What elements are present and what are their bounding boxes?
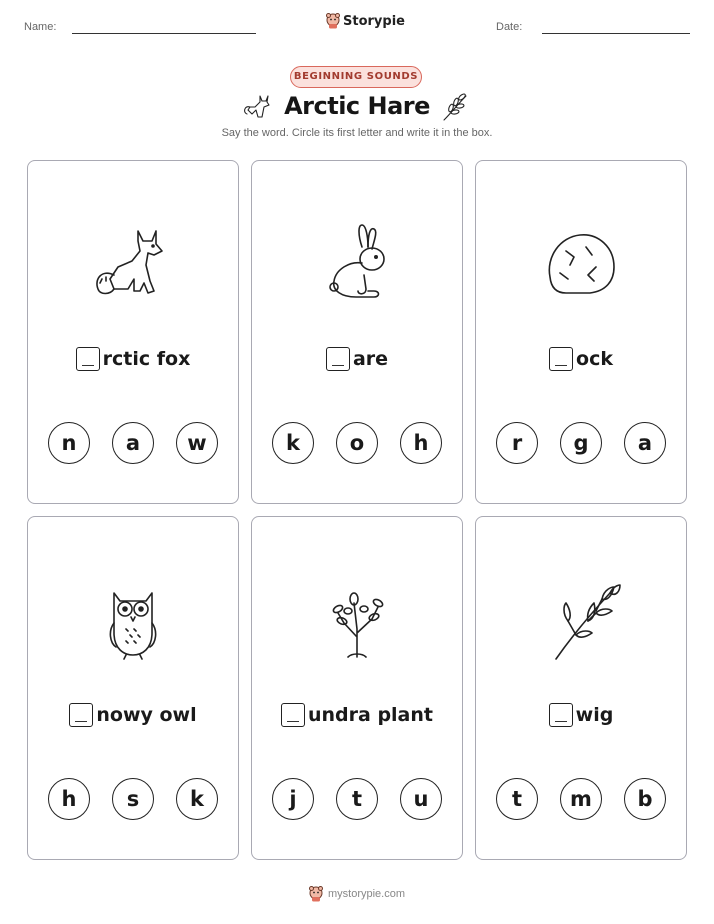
brand-name: Storypie xyxy=(343,13,405,29)
footer-site[interactable]: mystorypie.com xyxy=(327,888,406,900)
answer-box[interactable] xyxy=(281,703,305,727)
card-twig xyxy=(475,516,687,860)
letter-choice[interactable]: t xyxy=(336,778,378,820)
date-line[interactable] xyxy=(542,33,690,34)
word-ending: wig xyxy=(575,704,614,726)
letter-choice[interactable]: r xyxy=(496,422,538,464)
mascot-icon xyxy=(326,13,340,29)
word-line xyxy=(476,347,686,371)
answer-box[interactable] xyxy=(69,703,93,727)
word-line xyxy=(28,703,238,727)
name-line[interactable] xyxy=(72,33,256,34)
answer-box[interactable] xyxy=(549,703,573,727)
letter-choice[interactable]: n xyxy=(48,422,90,464)
worksheet-title: Arctic Hare xyxy=(284,92,430,120)
card-hare xyxy=(251,160,463,504)
brand-logo xyxy=(326,13,405,29)
letter-choice[interactable]: t xyxy=(496,778,538,820)
mascot-icon xyxy=(309,886,323,902)
letter-choices xyxy=(28,778,238,820)
hare-icon xyxy=(312,217,402,307)
letter-choice[interactable]: k xyxy=(176,778,218,820)
word-line xyxy=(252,703,462,727)
word-ending: undra plant xyxy=(307,704,433,726)
word-ending: nowy owl xyxy=(96,704,197,726)
letter-choices xyxy=(252,778,462,820)
word-line xyxy=(252,347,462,371)
letter-choice[interactable]: w xyxy=(176,422,218,464)
card-tundra-plant xyxy=(251,516,463,860)
letter-choices xyxy=(252,422,462,464)
word-line xyxy=(476,703,686,727)
card-rock xyxy=(475,160,687,504)
letter-choice[interactable]: k xyxy=(272,422,314,464)
letter-choice[interactable]: b xyxy=(624,778,666,820)
date-label: Date: xyxy=(496,21,523,33)
letter-choice[interactable]: s xyxy=(112,778,154,820)
rock-icon xyxy=(536,217,626,307)
letter-choice[interactable]: o xyxy=(336,422,378,464)
letter-choices xyxy=(476,778,686,820)
word-ending: rctic fox xyxy=(102,348,191,370)
letter-choice[interactable]: j xyxy=(272,778,314,820)
answer-box[interactable] xyxy=(549,347,573,371)
card-arctic-fox xyxy=(27,160,239,504)
answer-box[interactable] xyxy=(326,347,350,371)
twig-icon xyxy=(536,573,626,663)
word-line xyxy=(28,347,238,371)
letter-choice[interactable]: a xyxy=(624,422,666,464)
name-label: Name: xyxy=(24,21,57,33)
topic-badge: BEGINNING SOUNDS xyxy=(290,66,422,88)
letter-choices xyxy=(28,422,238,464)
answer-box[interactable] xyxy=(76,347,100,371)
word-ending: ock xyxy=(576,348,613,370)
tundra-plant-icon xyxy=(312,573,402,663)
footer xyxy=(0,886,714,902)
snowy-owl-icon xyxy=(88,573,178,663)
letter-choices xyxy=(476,422,686,464)
instructions: Say the word. Circle its first letter and write it in the box. xyxy=(221,127,493,139)
letter-choice[interactable]: h xyxy=(400,422,442,464)
leaf-branch-icon xyxy=(438,90,472,124)
letter-choice[interactable]: m xyxy=(560,778,602,820)
letter-choice[interactable]: a xyxy=(112,422,154,464)
word-ending: are xyxy=(352,348,389,370)
letter-choice[interactable]: g xyxy=(560,422,602,464)
letter-choice[interactable]: h xyxy=(48,778,90,820)
letter-choice[interactable]: u xyxy=(400,778,442,820)
card-snowy-owl xyxy=(27,516,239,860)
arctic-fox-icon xyxy=(88,217,178,307)
